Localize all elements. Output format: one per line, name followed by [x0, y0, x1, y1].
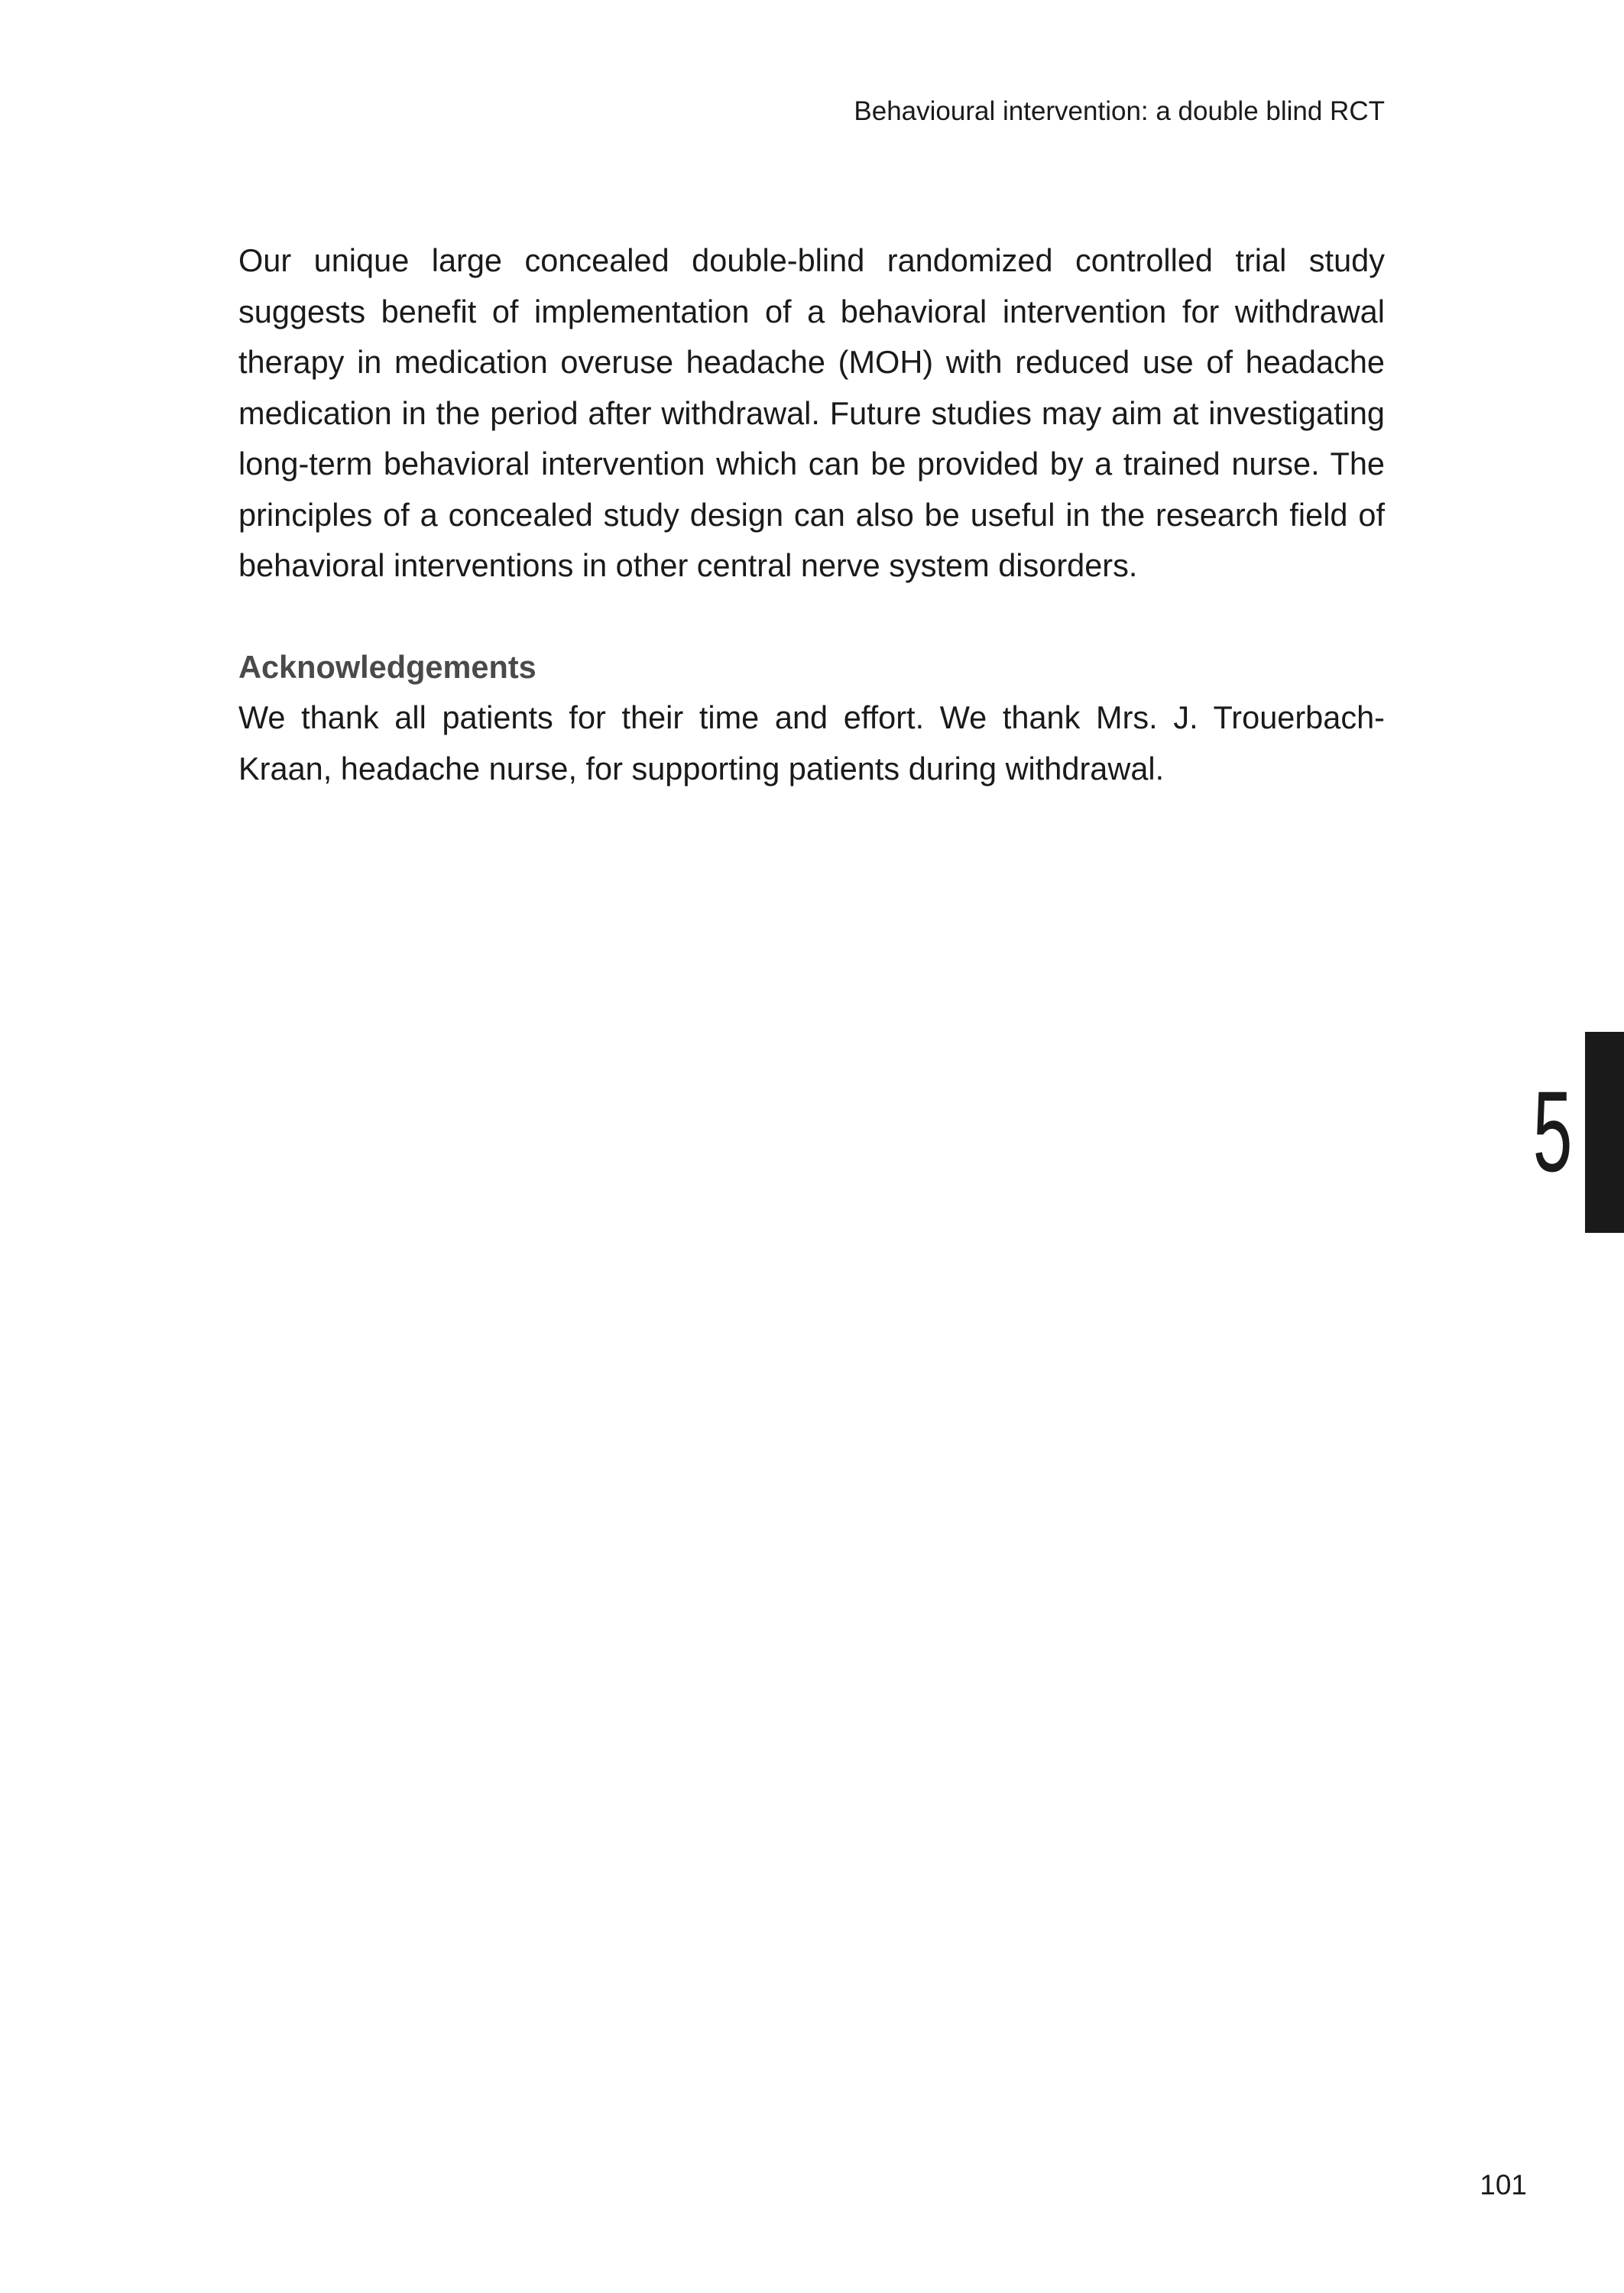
running-header: Behavioural intervention: a double blind RCT [854, 96, 1385, 126]
acknowledgements-paragraph: We thank all patients for their time and effort. We thank Mrs. J. Trouerbach-Kraan, headache nurse, for supporting patients during withdrawal. [238, 699, 1385, 786]
page-number: 101 [1480, 2169, 1527, 2201]
chapter-number: 5 [1532, 1067, 1572, 1195]
main-content [238, 235, 1385, 794]
conclusion-paragraph: Our unique large concealed double-blind randomized controlled trial study suggests benefit of implementation of a behavioral intervention for withdrawal therapy in medication overuse headache (MOH) with reduced use of headache medication in the period after withdrawal. Future studies may aim at investigating long-term behavioral intervention which can be provided by a trained nurse. The principles of a concealed study design can also be useful in the research field of behavioral interventions in other central nerve system disorders. [238, 242, 1385, 583]
acknowledgements-heading: Acknowledgements [238, 648, 536, 685]
chapter-tab [1585, 1032, 1624, 1233]
